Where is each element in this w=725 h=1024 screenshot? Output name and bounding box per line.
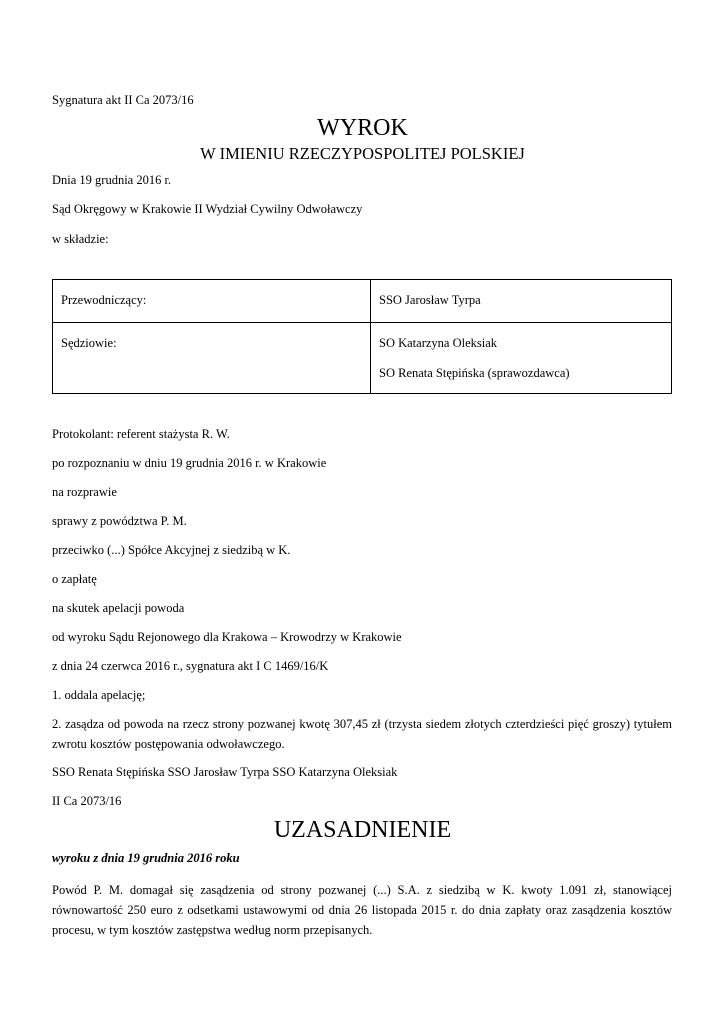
body-line-session: na rozprawie [52, 485, 117, 499]
member-judge-1: SO Katarzyna Oleksiak [379, 336, 498, 350]
role-cell [53, 280, 371, 323]
case-reference: II Ca 2073/16 [52, 794, 122, 808]
members-cell [371, 280, 672, 323]
body-line-hearing-date: po rozpoznaniu w dniu 19 grudnia 2016 r. w Krakowie [52, 456, 327, 470]
composition-table [52, 279, 672, 394]
judgment-date: Dnia 19 grudnia 2016 r. [52, 173, 172, 187]
table-row [53, 280, 672, 323]
body-line-plaintiff: sprawy z powództwa P. M. [52, 514, 187, 528]
signatures: SSO Renata Stępińska SSO Jarosław Tyrpa SSO Katarzyna Oleksiak [52, 765, 398, 779]
judgment-subtitle: W IMIENIU RZECZYPOSPOLITEJ POLSKIEJ [200, 144, 525, 163]
ruling-point-2: 2. zasądza od powoda na rzecz strony pozwanej kwotę 307,45 zł (trzysta siedem złotych czterdzieści pięć groszy) tytułem zwrotu kosztów postępowania odwoławczego. [52, 717, 672, 751]
body-line-protocol: Protokolant: referent stażysta R. W. [52, 427, 230, 441]
justification-paragraph: Powód P. M. domagał się zasądzenia od strony pozwanej (...) S.A. z siedzibą w K. kwoty 1.091 zł, stanowiącej równowartość 250 euro z odsetkami ustawowymi od dnia 26 listopada 2015 r. do dnia zapłaty oraz zasądzenia kosztów procesu, w tym kosztów zastępstwa według norm przepisanych. [52, 883, 672, 937]
justification-subtitle: wyroku z dnia 19 grudnia 2016 roku [52, 851, 240, 865]
court-name: Sąd Okręgowy w Krakowie II Wydział Cywilny Odwoławczy [52, 202, 363, 216]
case-signature: Sygnatura akt II Ca 2073/16 [52, 93, 194, 107]
role-judges: Sędziowie: [61, 336, 117, 350]
table-row [53, 323, 672, 394]
body-line-lower-court: od wyroku Sądu Rejonowego dla Krakowa – Krowodrzy w Krakowie [52, 630, 402, 644]
role-cell [53, 323, 371, 394]
member-presiding: SSO Jarosław Tyrpa [379, 293, 481, 307]
body-line-subject: o zapłatę [52, 572, 97, 586]
members-cell [371, 323, 672, 394]
body-line-lower-court-date: z dnia 24 czerwca 2016 r., sygnatura akt I C 1469/16/K [52, 659, 329, 673]
role-presiding: Przewodniczący: [61, 293, 147, 307]
body-line-appeal: na skutek apelacji powoda [52, 601, 185, 615]
justification-title: UZASADNIENIE [273, 817, 452, 843]
member-judge-2: SO Renata Stępińska (sprawozdawca) [379, 366, 570, 380]
composition-label: w składzie: [52, 232, 109, 246]
body-line-defendant: przeciwko (...) Spółce Akcyjnej z siedzibą w K. [52, 543, 291, 557]
ruling-point-1: 1. oddala apelację; [52, 688, 146, 702]
judgment-title: WYROK [317, 115, 408, 141]
